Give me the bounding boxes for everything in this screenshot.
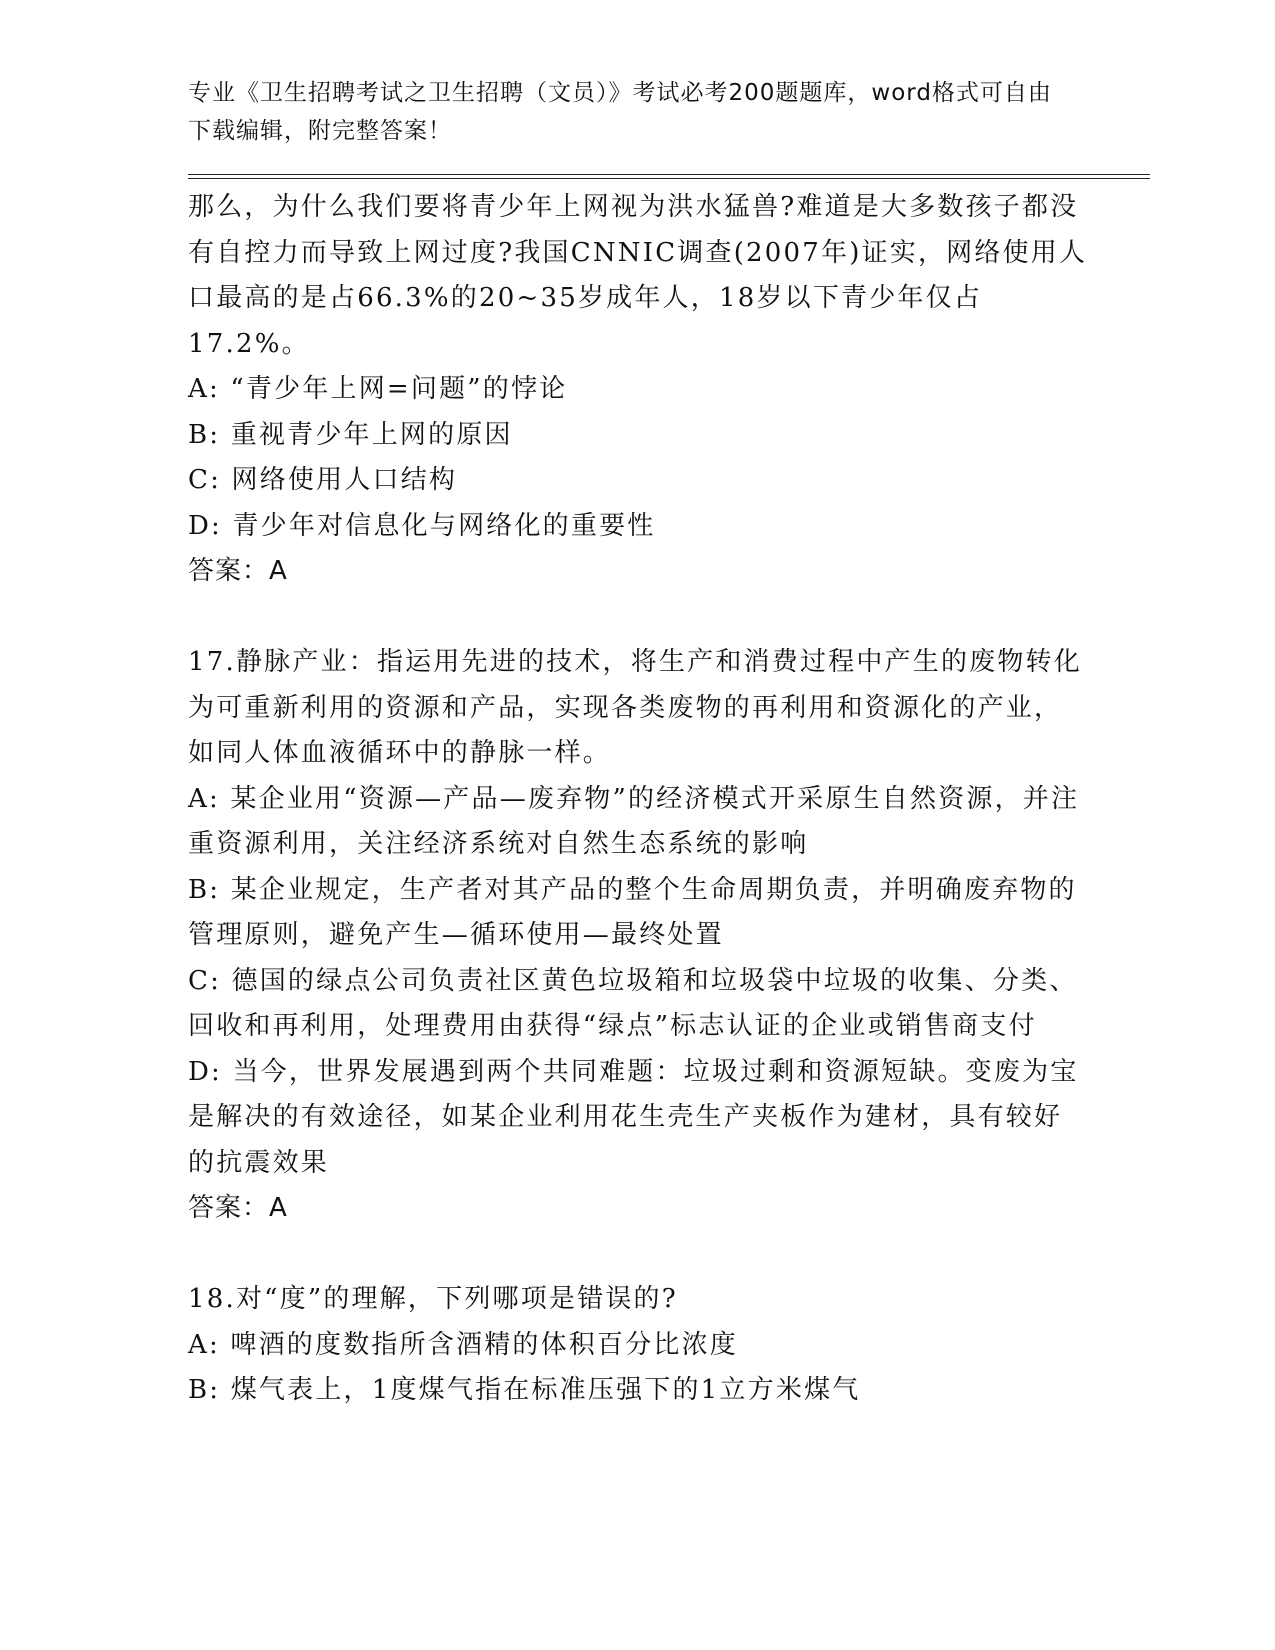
question-17-option-a: A: 某企业用“资源—产品—废弃物”的经济模式开采原生自然资源，并注重资源利用，关注经济系统对自然生态系统的影响: [188, 783, 1080, 859]
question-16-option-c: C: 网络使用人口结构: [188, 465, 458, 495]
header-double-rule: [188, 174, 1150, 179]
question-18-option-b: B: 煤气表上，1度煤气指在标准压强下的1立方米煤气: [188, 1375, 861, 1405]
question-16-option-d: D: 青少年对信息化与网络化的重要性: [188, 510, 656, 541]
question-18-stem: 18.对“度”的理解，下列哪项是错误的?: [188, 1284, 678, 1314]
question-17-option-c: C: 德国的绿点公司负责社区黄色垃圾箱和垃圾袋中垃圾的收集、分类、回收和再利用，处理费用由获得“绿点”标志认证的企业或销售商支付: [188, 965, 1078, 1041]
question-17-option-b: B: 某企业规定，生产者对其产品的整个生命周期负责，并明确废弃物的管理原则，避免产生—循环使用—最终处置: [188, 874, 1077, 950]
question-17-answer: 答案：A: [188, 1193, 288, 1223]
question-16-option-a: A: “青少年上网=问题”的悖论: [188, 374, 568, 404]
document-page: [188, 74, 1148, 1414]
question-16-stem: 那么，为什么我们要将青少年上网视为洪水猛兽?难道是大多数孩子都没有自控力而导致上网过度?我国CNNIC调查(2007年)证实，网络使用人口最高的是占66.3%的20~35岁成年人，18岁以下青少年仅占17.2%。: [188, 192, 1088, 359]
question-17-option-d: D: 当今，世界发展遇到两个共同难题：垃圾过剩和资源短缺。变废为宝是解决的有效途径，如某企业利用花生壳生产夹板作为建材，具有较好的抗震效果: [188, 1056, 1079, 1178]
question-16-answer: 答案：A: [188, 556, 288, 586]
document-body: [188, 185, 1088, 1414]
document-header: 专业《卫生招聘考试之卫生招聘（文员）》考试必考200题题库，word格式可自由下载编辑，附完整答案！: [188, 80, 1052, 144]
spacer: [188, 595, 1088, 641]
question-18-option-a: A: 啤酒的度数指所含酒精的体积百分比浓度: [188, 1329, 739, 1360]
spacer: [188, 1232, 1088, 1278]
question-16-option-b: B: 重视青少年上网的原因: [188, 419, 513, 450]
question-17-stem: 17.静脉产业：指运用先进的技术，将生产和消费过程中产生的废物转化为可重新利用的资源和产品，实现各类废物的再利用和资源化的产业，如同人体血液循环中的静脉一样。: [188, 647, 1082, 768]
